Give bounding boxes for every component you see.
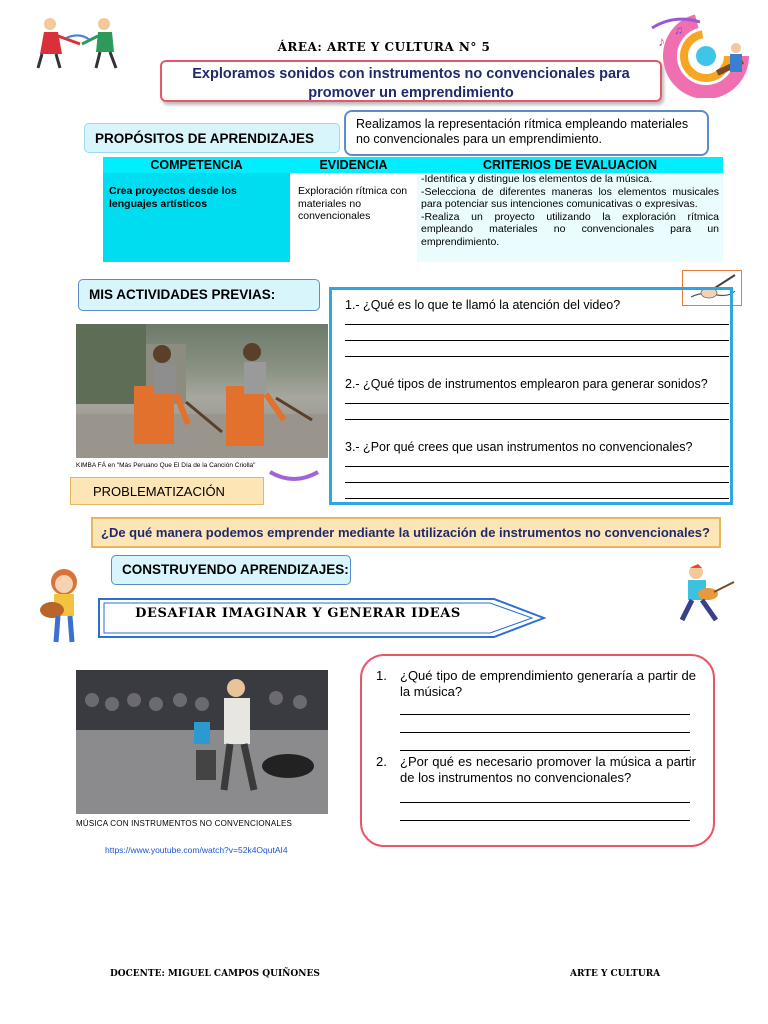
previous-questions-box (329, 287, 733, 505)
answer-line[interactable] (400, 802, 690, 803)
footer-subject: ARTE Y CULTURA (570, 969, 661, 979)
street-drummer-image (76, 670, 328, 814)
boy-guitar-illustration (668, 562, 742, 626)
competency-table (103, 157, 723, 262)
evidencia-cell: Exploración rítmica con materiales no convencionales (290, 173, 417, 262)
answer-line[interactable] (345, 340, 729, 341)
question-3: 3.- ¿Por qué crees que usan instrumentos no convencionales? (345, 440, 693, 454)
answer-line[interactable] (345, 482, 729, 483)
purposes-heading: PROPÓSITOS DE APRENDIZAJES (84, 123, 340, 153)
answer-line[interactable] (400, 820, 690, 821)
table-header-evidencia: EVIDENCIA (290, 157, 417, 173)
answer-line[interactable] (345, 403, 729, 404)
building-heading: CONSTRUYENDO APRENDIZAJES: (111, 555, 351, 585)
answer-line[interactable] (345, 498, 729, 499)
criterio-item: -Identifica y distingue los elementos de la música. (421, 173, 653, 185)
video-caption-music: MÚSICA CON INSTRUMENTOS NO CONVENCIONALES (76, 819, 293, 828)
building-questions-box (360, 654, 715, 847)
criterios-cell (417, 173, 723, 262)
answer-line[interactable] (400, 732, 690, 733)
table-header-competencia: COMPETENCIA (103, 157, 290, 173)
answer-line[interactable] (345, 466, 729, 467)
lesson-title: Exploramos sonidos con instrumentos no convencionales para promover un emprendimiento (160, 60, 662, 102)
answer-line[interactable] (400, 714, 690, 715)
problem-question: ¿De qué manera podemos emprender mediante la utilización de instrumentos no convencionales? (91, 517, 721, 548)
answer-line[interactable] (345, 356, 729, 357)
question-number: 2. (376, 754, 387, 769)
youtube-link[interactable]: https://www.youtube.com/watch?v=52k4OqutAI4 (105, 845, 288, 855)
svg-text:♫: ♫ (674, 23, 683, 37)
street-musicians-image (76, 324, 328, 458)
criterio-item: -Selecciona de diferentes maneras los elementos musicales para potenciar sus intenciones comunicativas o expresivas. (421, 185, 719, 210)
previous-activities-heading: MIS ACTIVIDADES PREVIAS: (78, 279, 320, 311)
girl-guitar-illustration (34, 566, 100, 644)
purposes-text: Realizamos la representación rítmica empleando materiales no convencionales para un emprendimiento. (344, 110, 709, 156)
building-question-1: ¿Qué tipo de emprendimiento generaría a partir de la música? (400, 668, 696, 699)
area-title: ÁREA: ARTE Y CULTURA N° 5 (277, 40, 491, 54)
video-thumbnail-music[interactable] (76, 670, 328, 814)
video-caption-kimba: KIMBA FÁ en "Más Peruano Que El Día de la Canción Criolla" (76, 462, 256, 469)
video-thumbnail-kimba[interactable] (76, 324, 328, 458)
footer-teacher: DOCENTE: MIGUEL CAMPOS QUIÑONES (110, 969, 320, 979)
table-header-criterios: CRITERIOS DE EVALUACION (417, 157, 723, 173)
question-1: 1.- ¿Qué es lo que te llamó la atención del video? (345, 298, 621, 312)
purple-swoosh-decoration (268, 470, 322, 484)
building-question-2: ¿Por qué es necesario promover la música a partir de los instrumentos no convencionales? (400, 754, 696, 785)
answer-line[interactable] (400, 750, 690, 751)
problematization-label: PROBLEMATIZACIÓN (70, 477, 264, 505)
criterio-item: -Realiza un proyecto utilizando la exploración rítmica empleando materiales no convencionales para un emprendimiento. (421, 210, 719, 248)
competencia-cell: Crea proyectos desde los lenguajes artísticos (103, 173, 290, 262)
svg-text:♪: ♪ (658, 33, 665, 49)
answer-line[interactable] (345, 324, 729, 325)
answer-line[interactable] (345, 419, 729, 420)
challenge-banner-text: DESAFIAR IMAGINAR Y GENERAR IDEAS (135, 606, 461, 621)
question-2: 2.- ¿Qué tipos de instrumentos emplearon para generar sonidos? (345, 377, 708, 391)
question-number: 1. (376, 668, 387, 683)
